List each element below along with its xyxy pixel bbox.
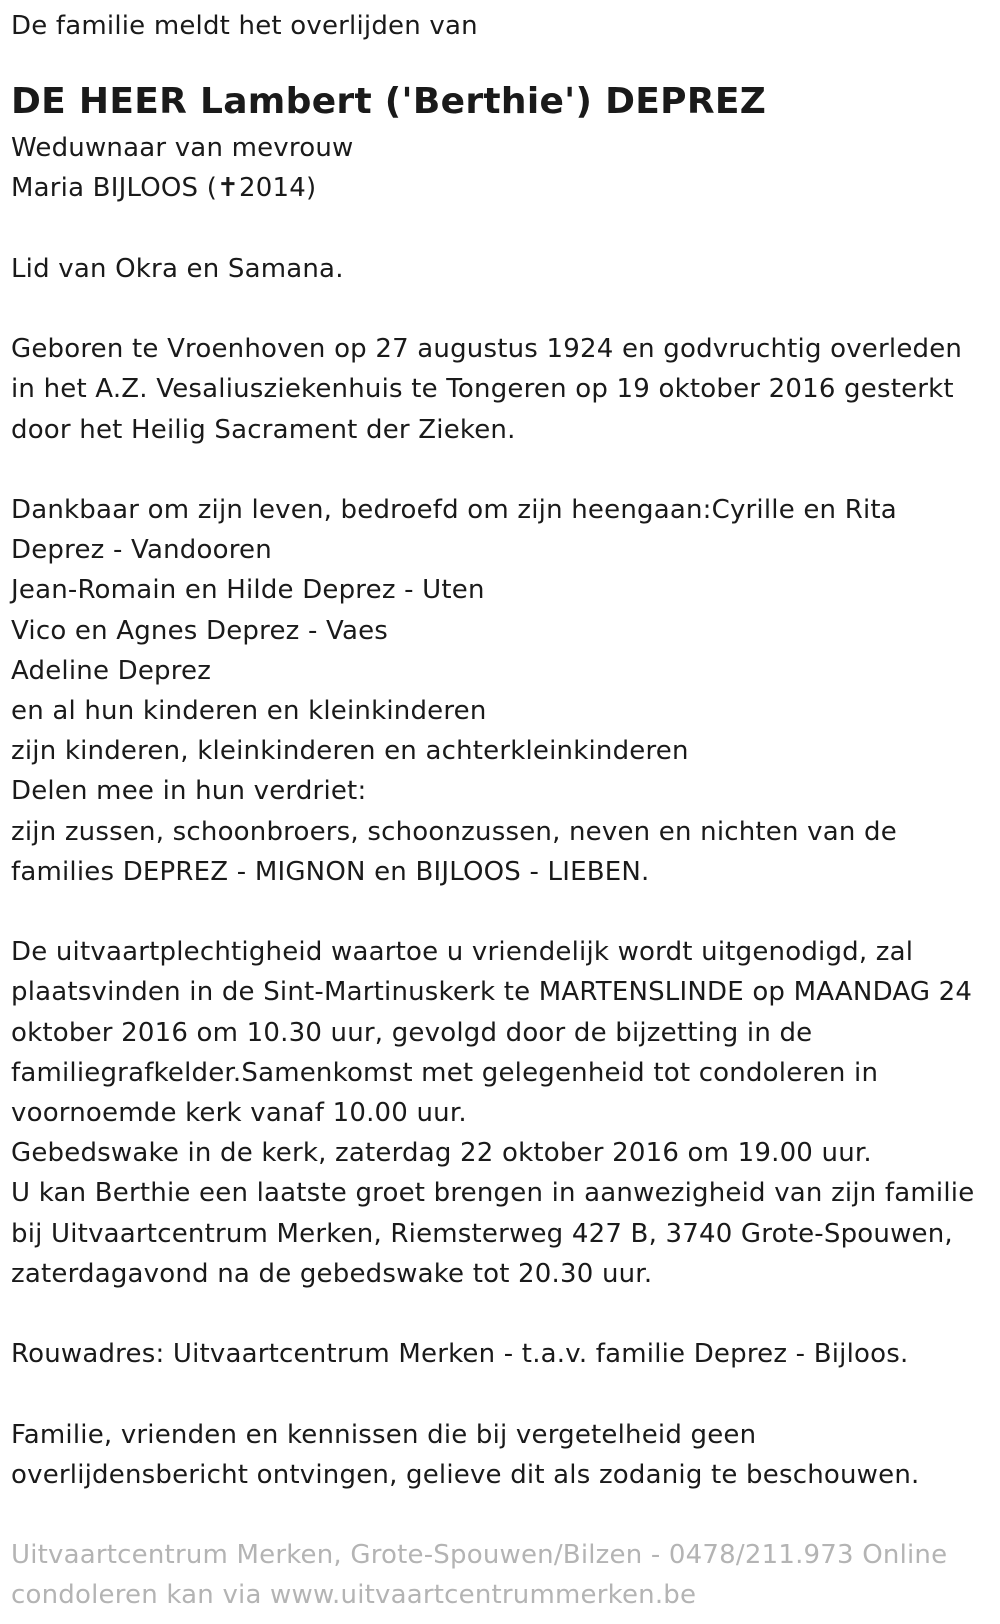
closing-line: Familie, vrienden en kennissen die bij vergetelheid geen [11, 1419, 757, 1450]
family-line: Adeline Deprez [11, 655, 212, 686]
ceremony-line: oktober 2016 om 10.30 uur, gevolgd door de bijzetting in de [11, 1017, 813, 1048]
birth-death-line: in het A.Z. Vesaliusziekenhuis te Tongeren op 19 oktober 2016 gesterkt [11, 374, 954, 405]
birth-death-line: Geboren te Vroenhoven op 27 augustus 1924 en godvruchtig overleden [11, 334, 963, 365]
ceremony-line: zaterdagavond na de gebedswake tot 20.30 uur. [11, 1258, 653, 1289]
ceremony-line: familiegrafkelder.Samenkomst met gelegenheid tot condoleren in [11, 1057, 879, 1088]
family-line: Jean-Romain en Hilde Deprez - Uten [11, 575, 485, 606]
membership-text: Lid van Okra en Samana. [11, 253, 344, 284]
funeral-home-footer [11, 1535, 990, 1615]
family-line: zijn zussen, schoonbroers, schoonzussen, neven en nichten van de [11, 816, 897, 847]
paragraph-gap [11, 1294, 990, 1334]
footer-line: Uitvaartcentrum Merken, Grote-Spouwen/Bilzen - 0478/211.973 Online [11, 1540, 948, 1571]
family-line: Vico en Agnes Deprez - Vaes [11, 615, 389, 646]
paragraph-gap [11, 1374, 990, 1414]
mourning-address: Rouwadres: Uitvaartcentrum Merken - t.a.v. familie Deprez - Bijloos. [11, 1339, 909, 1370]
closing-line: overlijdensbericht ontvingen, gelieve dit als zodanig te beschouwen. [11, 1459, 920, 1490]
birth-death-line: door het Heilig Sacrament der Zieken. [11, 414, 516, 445]
footer-line: condoleren kan via www.uitvaartcentrummerken.be [11, 1580, 697, 1611]
ceremony-line: voornoemde kerk vanaf 10.00 uur. [11, 1098, 467, 1129]
widower-line: Maria BIJLOOS (✝2014) [11, 173, 317, 204]
ceremony-line: plaatsvinden in de Sint-Martinuskerk te MARTENSLINDE op MAANDAG 24 [11, 977, 973, 1008]
paragraph-gap [11, 892, 990, 932]
family-line: Dankbaar om zijn leven, bedroefd om zijn heengaan:Cyrille en Rita [11, 494, 897, 525]
family-section [11, 490, 990, 892]
birth-death-section [11, 329, 990, 450]
paragraph-gap [11, 450, 990, 490]
ceremony-section [11, 932, 990, 1294]
paragraph-gap [11, 289, 990, 329]
family-line: zijn kinderen, kleinkinderen en achterkleinkinderen [11, 736, 689, 767]
intro-text: De familie meldt het overlijden van [11, 11, 478, 41]
ceremony-line: U kan Berthie een laatste groet brengen in aanwezigheid van zijn familie [11, 1178, 975, 1209]
ceremony-line: De uitvaartplechtigheid waartoe u vriendelijk wordt uitgenodigd, zal [11, 937, 914, 968]
family-line: Delen mee in hun verdriet: [11, 776, 367, 807]
family-line: en al hun kinderen en kleinkinderen [11, 696, 487, 726]
family-line: families DEPREZ - MIGNON en BIJLOOS - LIEBEN. [11, 856, 650, 887]
family-line: Deprez - Vandooren [11, 535, 272, 566]
closing-section [11, 1415, 990, 1495]
paragraph-gap [11, 209, 990, 249]
ceremony-line: bij Uitvaartcentrum Merken, Riemsterweg 427 B, 3740 Grote-Spouwen, [11, 1218, 953, 1249]
ceremony-line: Gebedswake in de kerk, zaterdag 22 oktober 2016 om 19.00 uur. [11, 1138, 872, 1169]
widower-line: Weduwnaar van mevrouw [11, 133, 354, 164]
paragraph-gap [11, 1495, 990, 1535]
deceased-name: DE HEER Lambert ('Berthie') DEPREZ [11, 81, 767, 123]
widower-section [11, 128, 990, 208]
